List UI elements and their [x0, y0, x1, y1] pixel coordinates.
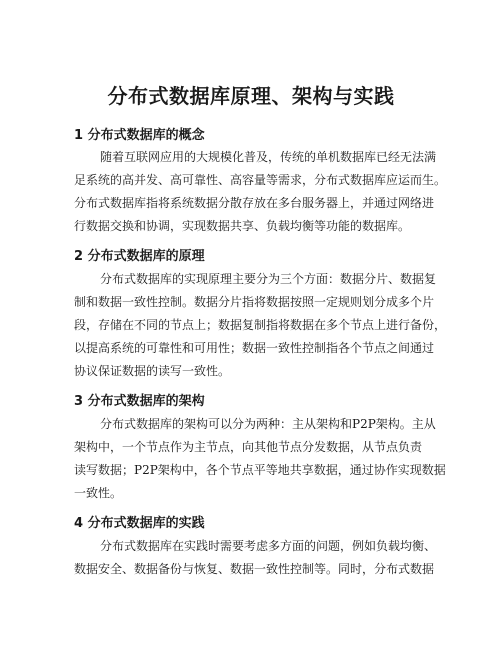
- section-2-line: 以提高系统的可靠性和可用性；数据一致性控制指各个节点之间通过: [74, 341, 435, 355]
- section-3-line: 一致性。: [74, 486, 123, 500]
- section-heading-1: 1 分布式数据库的概念: [74, 128, 205, 143]
- section-4-line: 分布式数据库在实践时需要考虑多方面的问题，例如负载均衡、: [100, 539, 437, 553]
- section-3-line: 架构中，一个节点作为主节点，向其他节点分发数据，从节点负责: [74, 440, 423, 454]
- section-1-line: 随着互联网应用的大规模化普及，传统的单机数据库已经无法满: [100, 150, 437, 164]
- section-2-line: 协议保证数据的读写一致性。: [74, 364, 231, 378]
- section-1-line: 分布式数据库指将系统数据分散存放在多台服务器上，并通过网络进: [74, 196, 435, 210]
- section-heading-4: 4 分布式数据库的实践: [74, 516, 205, 531]
- section-heading-2: 2 分布式数据库的原理: [74, 249, 205, 264]
- section-2-line: 制和数据一致性控制。数据分片指将数据按照一定规则划分成多个片: [74, 295, 435, 309]
- section-2-line: 分布式数据库的实现原理主要分为三个方面：数据分片、数据复: [100, 272, 437, 286]
- section-2-line: 段，存储在不同的节点上；数据复制指将数据在多个节点上进行备份，: [74, 318, 447, 332]
- section-3-line: 读写数据；P2P架构中，各个节点平等地共享数据，通过协作实现数据: [74, 463, 446, 477]
- section-3-line: 分布式数据库的架构可以分为两种：主从架构和P2P架构。主从: [100, 417, 436, 431]
- document-title: 分布式数据库原理、架构与实践: [107, 84, 395, 108]
- section-1-line: 行数据交换和协调，实现数据共享、负载均衡等功能的数据库。: [74, 219, 411, 233]
- section-heading-3: 3 分布式数据库的架构: [74, 394, 205, 409]
- section-4-line: 数据安全、数据备份与恢复、数据一致性控制等。同时，分布式数据: [74, 562, 435, 576]
- section-1-line: 足系统的高并发、高可靠性、高容量等需求，分布式数据库应运而生。: [74, 173, 447, 187]
